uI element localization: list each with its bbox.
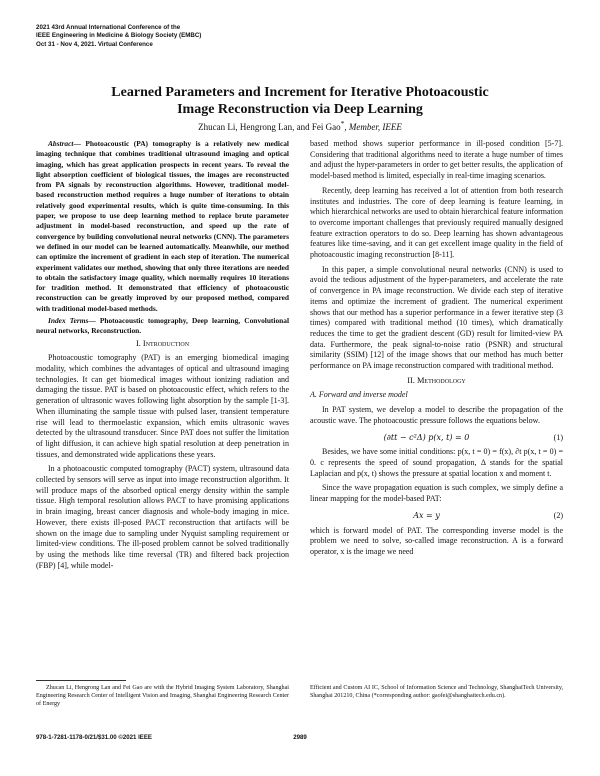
subsection-heading: A. Forward and inverse model bbox=[310, 390, 408, 400]
corresponding-author-mark: * bbox=[340, 119, 345, 128]
equation-2 bbox=[310, 509, 563, 526]
method-paragraph-3: Since the wave propagation equation is such complex, we simply define a linear mapping for the model-based PAT: bbox=[310, 483, 563, 504]
section-heading-introduction bbox=[36, 339, 289, 350]
footnote-divider bbox=[36, 680, 126, 681]
copyright-notice: 978-1-7281-1178-0/21/$31.00 ©2021 IEEE bbox=[36, 734, 152, 741]
section-number: I. bbox=[135, 338, 143, 348]
equation-1-body: (∂tt − c²Δ) p(x, t) = 0 bbox=[383, 432, 470, 442]
conference-header bbox=[36, 24, 201, 49]
section-title: Introduction bbox=[142, 338, 190, 348]
intro-paragraph-3: based method shows superior performance in ill-posed condition [5-7]. Considering that traditional algorithms need to iterate a huge number of times and adjust the hyper-parameters in order to get better results, the application of model-based method is limited, especially in real-time imaging scenarios. bbox=[310, 139, 563, 181]
author-line bbox=[60, 118, 540, 133]
title-line-2: Image Reconstruction via Deep Learning bbox=[177, 102, 423, 117]
conference-line-1: 2021 43rd Annual International Conference of the bbox=[36, 24, 181, 31]
equation-1-number: (1) bbox=[553, 432, 563, 442]
equation-1 bbox=[310, 431, 563, 448]
left-column bbox=[36, 139, 289, 575]
section-number: II. bbox=[407, 375, 417, 385]
section-title: Methodology bbox=[416, 375, 466, 385]
method-paragraph-4: which is forward model of PAT. The corresponding inverse model is the problem we need to solve, so-called image reconstruction. A is a forward operator, x is the image we need bbox=[310, 525, 563, 556]
abstract-text: — Photoacoustic (PA) tomography is a relatively new medical imaging technique that combines traditional ultrasound imaging and optical imaging, which has great application prospects in recent years. To reveal the light absorption coefficient of biological tissues, the images are reconstructed from PA signals by reconstruction algorithms. However, traditional model-based reconstruction method requires a huge number of iterations to obtain relatively good experimental results, which is quite time-consuming. In this paper, we propose to use deep learning method to replace brute parameter adjustment in model-based reconstruction, and speed up the rate of convergence by building convolutional neural networks (CNN). The parameters we defined in our model can be learned automatically. Meanwhile, our method can optimize the increment of gradient in each step of iteration. The numerical experiment validates our method, showing that only three iterations are needed to obtain the satisfactory image quality, which normally requires 10 iterations for tradition method. It demonstrated that efficiency of photoacoustic reconstruction can be greatly improved by our proposed method, compared with traditional model-based methods. bbox=[36, 139, 289, 313]
conference-line-3: Oct 31 - Nov 4, 2021. Virtual Conference bbox=[36, 40, 153, 48]
index-terms bbox=[36, 316, 289, 337]
method-paragraph-2: Besides, we have some initial conditions: p(x, t = 0) = f(x), ∂t p(x, t = 0) = 0. c represents the speed of sound propagation, Δ stands for the spatial Laplacian and p(x, t) shows the pressure at spatial location x and moment t. bbox=[310, 447, 563, 478]
title-line-1: Learned Parameters and Increment for Iterative Photoacoustic bbox=[111, 85, 489, 100]
right-column bbox=[310, 139, 563, 562]
section-heading-methodology bbox=[310, 376, 563, 387]
intro-paragraph-4: Recently, deep learning has received a lot of attention from both research institutes and industries. The core of deep learning is feature learning, in which hierarchical networks are used to obtain hierarchical feature information to overcome important challenges that previously required manually designed feature extraction operators to do so. Deep learning has shown advantageous features like time-saving, and it can get excellent image quality in the field of photoacoustic imaging reconstruction [8-11]. bbox=[310, 185, 563, 260]
intro-paragraph-2: In a photoacoustic computed tomography (PACT) system, ultrasound data collected by sensors will serve as input into image reconstruction algorithm. It will produce maps of the absorbed optical energy density within the sample tissue. High temporal resolution allows PACT to have promising applications in brain imaging, breast cancer diagnosis and whole-body imaging in mice. However, there exists ill-posed PACT reconstruction that artifacts will be shown on the image due to sampling under Nyquist sampling requirement or limited-view conditions. The ill-posed problem cannot be solved traditionally by using the methods like time reversal (TR) and filtered back projection (FBP) [4], while model- bbox=[36, 464, 289, 570]
equation-2-number: (2) bbox=[553, 510, 563, 520]
conference-line-2: IEEE Engineering in Medicine & Biology Society (EMBC) bbox=[36, 32, 202, 40]
abstract bbox=[36, 139, 289, 314]
page-number: 2989 bbox=[293, 734, 307, 741]
method-paragraph-1: In PAT system, we develop a model to describe the propagation of the acoustic wave. The photoacoustic pressure follows the equations below. bbox=[310, 405, 563, 425]
intro-paragraph-5: In this paper, a simple convolutional neural networks (CNN) is used to avoid the tedious adjustment of the hyper-parameters, and accelerate the rate of convergence in PA image reconstruction. We divide each step of iterative items and optimize the increment of gradient. The numerical experiment shows that our method has a superior performance in a fewer iterative step (3 times) compared with traditional method (10 times), which dramatically reduces the time to get the gradient descent (GD) result for limited-view PA data. Furthermore, the peak signal-to-noise ratio (PSNR) and structural similarity (SSIM) [12] of the image shows that our method has much better performance on PA image reconstruction compared with traditional method. bbox=[310, 264, 563, 371]
footnote-affiliation-right: Efficient and Custom AI IC, School of Information Science and Technology, ShanghaiTech University, Shanghai 201210, China (*corresponding author: gaofei@shanghaitech.edu.cn). bbox=[310, 685, 563, 700]
index-terms-label: Index Terms bbox=[48, 316, 89, 326]
author-membership: , Member, IEEE bbox=[344, 122, 402, 132]
footnote-affiliation-left: Zhucan Li, Hengrong Lan and Fei Gao are with the Hybrid Imaging System Laboratory, Shanghai Engineering Research Center of Intelligent Vision and Imaging, Shanghai Engineering Research Center of Energy bbox=[36, 685, 289, 708]
equation-2-body: Ax = y bbox=[413, 510, 440, 520]
abstract-label: Abstract bbox=[48, 139, 74, 148]
intro-paragraph-1: Photoacoustic tomography (PAT) is an emerging biomedical imaging modality, which combines the advantages of optical and ultrasound imaging technologies. It can get biomedical images without ionizing radiation and damaging the tissue. PAT is based on photoacoustic effect, which refers to the generation of ultrasonic waves following light absorption by the sample [1-3]. When illuminating the sample tissue with pulsed laser, transient temperature rise will lead to thermoelastic expansion, which emits ultrasonic waves detected by the ultrasound transducer. Since PAT does not suffer the limitation of light diffusion, it can achieve high spatial resolution at deep penetration in tissues, and demonstrated wide applications these years. bbox=[36, 353, 289, 459]
authors: Zhucan Li, Hengrong Lan, and Fei Gao bbox=[198, 122, 341, 132]
index-terms-text: — Photoacoustic tomography, Deep learning, Convolutional neural networks, Reconstruction. bbox=[36, 316, 289, 336]
paper-title bbox=[60, 84, 540, 118]
